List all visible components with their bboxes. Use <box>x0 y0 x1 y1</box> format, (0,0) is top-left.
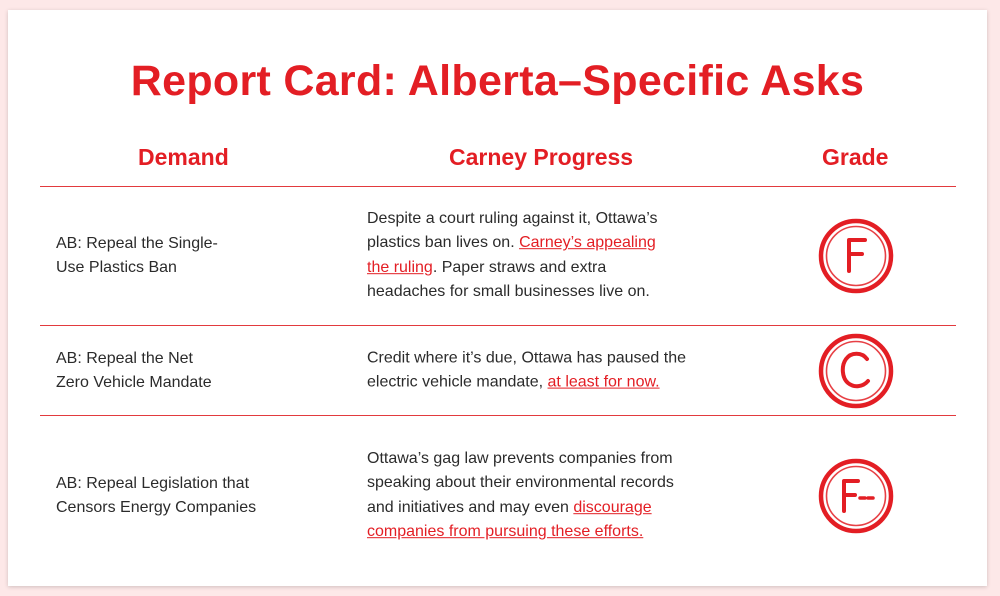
demand-text: AB: Repeal the Net Zero Vehicle Mandate <box>56 349 212 391</box>
progress-line-text: Ottawa’s gag law prevents companies from <box>367 450 673 468</box>
progress-text <box>367 346 727 395</box>
progress-line <box>367 472 727 496</box>
the-ruling-link[interactable]: the ruling <box>367 259 433 276</box>
progress-line <box>367 371 727 395</box>
grade-f-stamp-icon <box>816 216 896 296</box>
report-card <box>8 10 987 586</box>
discourage-link[interactable]: discourage <box>573 499 652 516</box>
companies-from-pursuing-link[interactable]: companies from pursuing these efforts. <box>367 523 644 541</box>
progress-line <box>367 280 727 304</box>
column-header-grade: Grade <box>822 144 889 170</box>
progress-line <box>367 207 727 231</box>
page-title: Report Card: Alberta–Specific Asks <box>130 57 865 105</box>
progress-line-text: Despite a court ruling against it, Ottawa’s <box>367 210 658 228</box>
progress-line <box>367 346 727 370</box>
table-row <box>40 187 956 325</box>
progress-text <box>367 207 727 305</box>
progress-line <box>367 256 727 280</box>
progress-line <box>367 496 727 520</box>
progress-line-text: headaches for small businesses live on. <box>367 283 650 301</box>
demand-text: AB: Repeal the Single- Use Plastics Ban <box>56 235 218 276</box>
progress-text <box>367 447 727 545</box>
progress-line <box>367 447 727 471</box>
grade-c-stamp-icon <box>816 331 896 411</box>
table-row <box>40 326 956 415</box>
carneys-appealing-link[interactable]: Carney’s appealing <box>519 234 656 252</box>
progress-line-text: Credit where it’s due, Ottawa has paused the <box>367 349 686 367</box>
column-header-demand: Demand <box>138 144 229 170</box>
progress-line <box>367 232 727 256</box>
column-header-progress: Carney Progress <box>449 144 634 170</box>
at-least-for-now-link[interactable]: at least for now. <box>547 373 660 391</box>
progress-line-text: . Paper straws and extra <box>432 259 607 276</box>
progress-line-text: and initiatives and may even <box>367 499 574 516</box>
grade-f-minus-stamp-icon <box>816 456 896 536</box>
progress-line-text: electric vehicle mandate, <box>367 373 548 391</box>
progress-line-text: plastics ban lives on. <box>367 234 520 252</box>
demand-text: AB: Repeal Legislation that Censors Energy Companies <box>56 475 257 516</box>
progress-line <box>367 520 727 544</box>
table-row <box>40 416 956 576</box>
progress-line-text: speaking about their environmental records <box>367 474 674 492</box>
